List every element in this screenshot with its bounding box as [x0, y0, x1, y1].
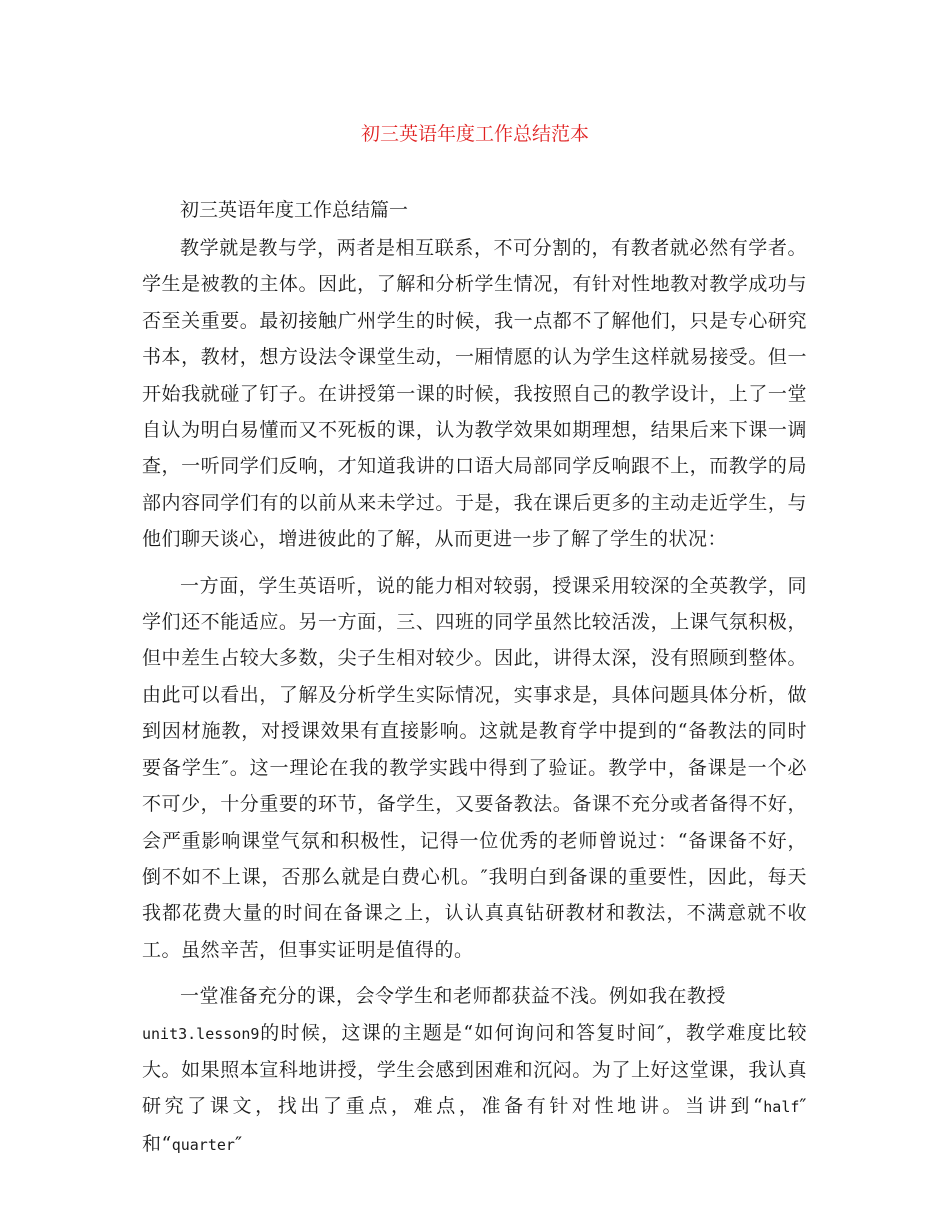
paragraph-3-middle: 的时候，这课的主题是“如何询问和答复时间″，教学难度比较大。如果照本宣科地讲授，学生会感到困难和沉闷。为了上好这堂课，我认真研究了课文，找出了重点，难点，准备有针对性地讲。当讲到“ [142, 1021, 807, 1118]
lesson-code: unit3.lesson9 [142, 1024, 260, 1043]
paragraph-3-join: ″和“ [142, 1095, 807, 1155]
document-body [142, 230, 807, 1173]
paragraph-3-tail: ″ [234, 1132, 243, 1155]
section-heading: 初三英语年度工作总结篇一 [180, 199, 409, 221]
term-quarter: quarter [171, 1135, 235, 1154]
paragraph-3-lead: 一堂准备充分的课，会令学生和老师都获益不浅。例如我在教授 [180, 985, 727, 1008]
paragraph-1: 教学就是教与学，两者是相互联系，不可分割的，有教者就必然有学者。学生是被教的主体。因此，了解和分析学生情况，有针对性地教对教学成功与否至关重要。最初接触广州学生的时候，我一点都不了解他们，只是专心研究书本，教材，想方设法令课堂生动，一厢情愿的认为学生这样就易接受。但一开始我就碰了钉子。在讲授第一课的时候，我按照自己的教学设计，上了一堂自认为明白易懂而又不死板的课，认为教学效果如期理想，结果后来下课一调查，一听同学们反响，才知道我讲的口语大局部同学反响跟不上，而教学的局部内容同学们有的以前从来未学过。于是，我在课后更多的主动走近学生，与他们聊天谈心，增进彼此的了解，从而更进一步了解了学生的状况： [142, 237, 807, 551]
paragraph-2: 一方面，学生英语听，说的能力相对较弱，授课采用较深的全英教学，同学们还不能适应。另一方面，三、四班的同学虽然比较活泼，上课气氛积极，但中差生占较大多数，尖子生相对较少。因此，讲得太深，没有照顾到整体。由此可以看出，了解及分析学生实际情况，实事求是，具体问题具体分析，做到因材施教，对授课效果有直接影响。这就是教育学中提到的“备教法的同时要备学生″。这一理论在我的教学实践中得到了验证。教学中，备课是一个必不可少，十分重要的环节，备学生，又要备教法。备课不充分或者备得不好，会严重影响课堂气氛和积极性，记得一位优秀的老师曾说过：“备课备不好，倒不如不上课，否那么就是白费心机。″我明白到备课的重要性，因此，每天我都花费大量的时间在备课之上，认认真真钻研教材和教法，不满意就不收工。虽然辛苦，但事实证明是值得的。 [142, 574, 807, 961]
document-title: 初三英语年度工作总结范本 [360, 123, 589, 145]
term-half: half [763, 1098, 800, 1117]
paragraph-3 [142, 978, 807, 1163]
